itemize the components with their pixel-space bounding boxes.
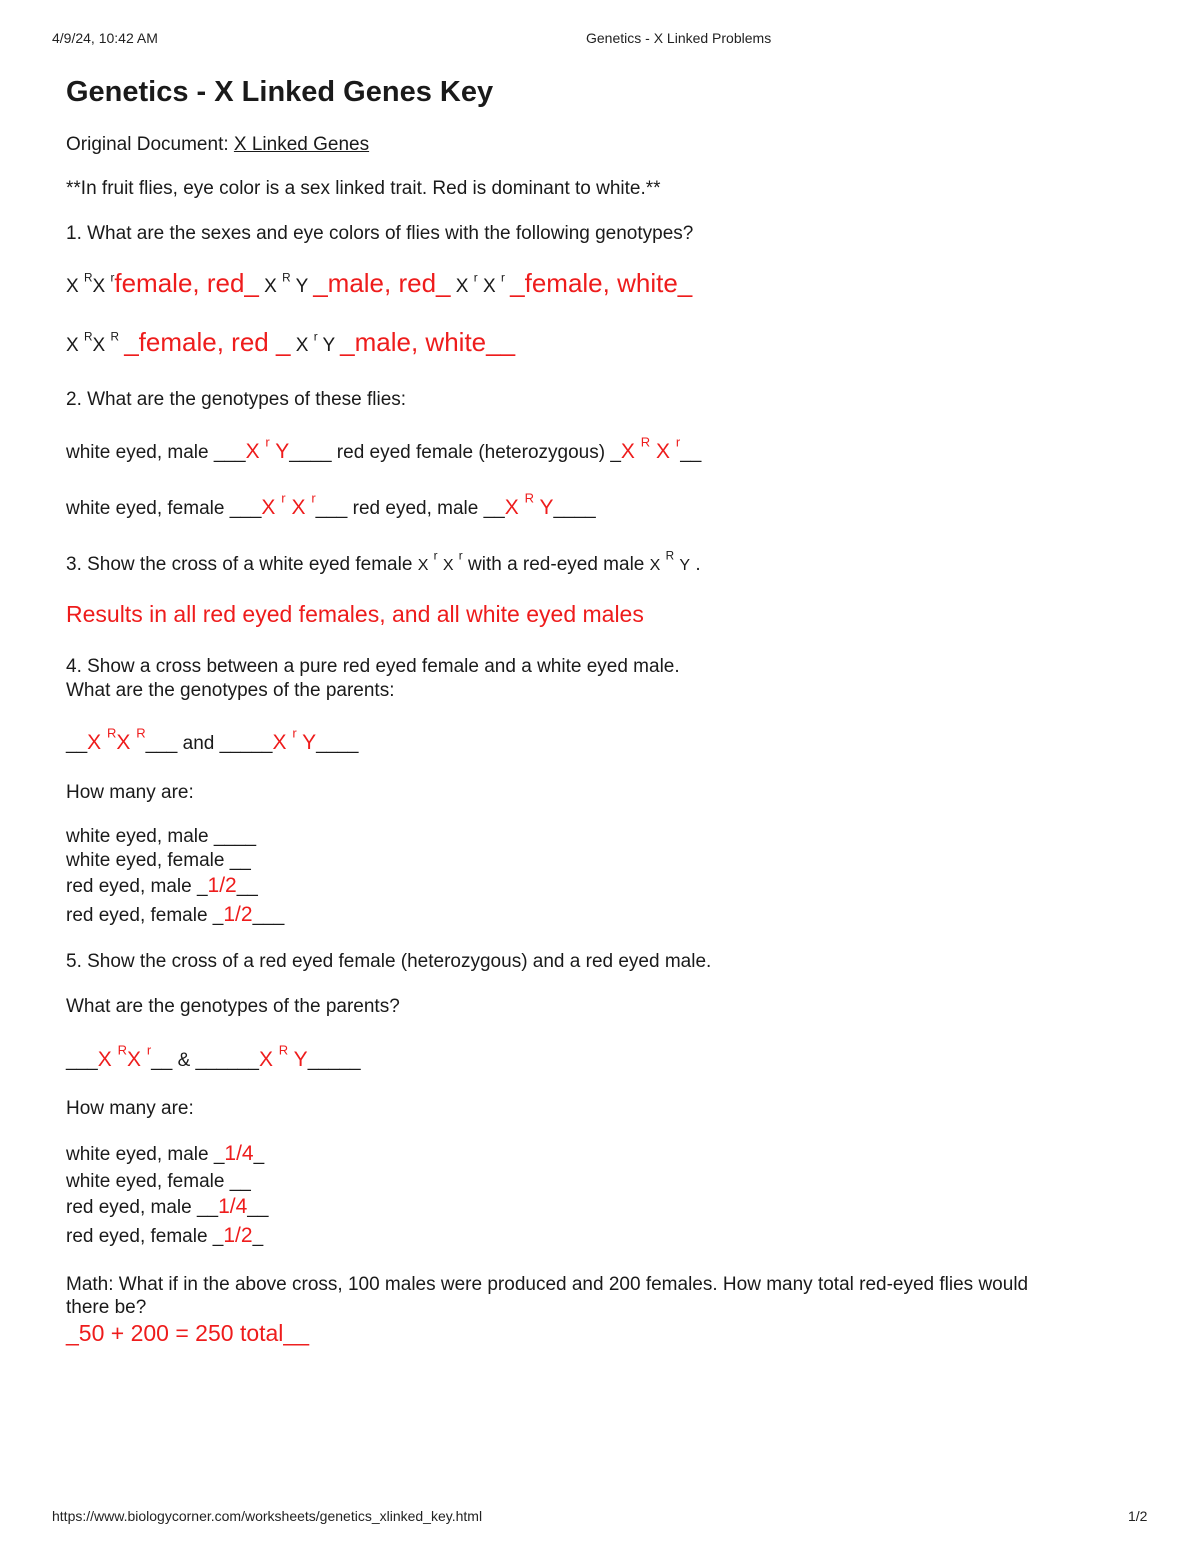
q2-answer-2: X $^R$ X $^r$: [620, 434, 681, 463]
q5-count-2: white eyed, female __: [66, 1171, 251, 1192]
math-question-line-1: Math: What if in the above cross, 100 males were produced and 200 females. How many total red-eyed flies would: [66, 1274, 1029, 1295]
original-document-line: [66, 134, 369, 156]
q4-count-3: red eyed, male _1/2__: [66, 874, 258, 897]
q1-answer-4: _female, red _: [124, 327, 291, 357]
q5-parents: ___X $^R$X $^r$__ & ______X $^R$ Y_____: [66, 1042, 361, 1071]
q1-answer-5: _male, white__: [340, 327, 516, 357]
question-5-parents: What are the genotypes of the parents?: [66, 996, 400, 1017]
q4-count-4-value: 1/2: [223, 903, 253, 926]
question-4-line-2: What are the genotypes of the parents:: [66, 680, 395, 701]
print-page-title: Genetics - X Linked Problems: [586, 30, 772, 46]
print-url: https://www.biologycorner.com/worksheets/genetics_xlinked_key.html: [52, 1508, 483, 1524]
q2-line-2: white eyed, female ___X $^r$ X $^r$___ red eyed, male __X $^R$ Y____: [66, 490, 596, 519]
q4-count-4: red eyed, female _1/2___: [66, 903, 285, 926]
question-1: 1. What are the sexes and eye colors of flies with the following genotypes?: [66, 223, 694, 244]
q1-answer-1: female, red_: [114, 268, 259, 298]
question-4-line-1: 4. Show a cross between a pure red eyed female and a white eyed male.: [66, 656, 680, 677]
q4-parents: __X $^R$X $^R$___ and _____X $^r$ Y____: [66, 725, 359, 754]
q1-row-2: X $^R$X $^R$ _female, red _ X $^r$ Y _male, white__: [66, 327, 516, 357]
document-title: Genetics - X Linked Genes Key: [66, 76, 494, 108]
intro-text: **In fruit flies, eye color is a sex linked trait. Red is dominant to white.**: [66, 178, 661, 199]
q3-answer: Results in all red eyed females, and all white eyed males: [66, 601, 644, 627]
original-document-link[interactable]: X Linked Genes: [233, 134, 370, 155]
q5-count-4-value: 1/2: [223, 1224, 253, 1247]
q2-line-1: white eyed, male ___X $^r$ Y____ red eyed female (heterozygous) _X $^R$ X $^r$__: [66, 434, 702, 463]
q4-parent-female: X $^R$X $^R$: [87, 725, 146, 754]
q4-count-2: white eyed, female __: [66, 850, 251, 871]
q1-answer-2: _male, red_: [313, 268, 451, 298]
math-question-line-2: there be?: [66, 1297, 147, 1318]
q5-count-1-value: 1/4: [224, 1142, 254, 1165]
q2-answer-3: X $^r$ X $^r$: [261, 490, 316, 519]
q5-parent-female: X $^R$X $^r$: [97, 1042, 152, 1071]
q5-count-4: red eyed, female _1/2_: [66, 1224, 264, 1247]
how-many-label-1: How many are:: [66, 782, 194, 803]
q4-count-1: white eyed, male ____: [66, 826, 257, 847]
question-5: 5. Show the cross of a red eyed female (heterozygous) and a red eyed male.: [66, 951, 712, 972]
q5-count-1: white eyed, male _1/4_: [66, 1142, 265, 1165]
q1-row-1: X $^R$X $^r$female, red_ X $^R$ Y _male, red_ X $^r$ X $^r$ _female, white_: [66, 268, 693, 298]
question-3: 3. Show the cross of a white eyed female X $^r$ X $^r$ with a red-eyed male X $^R$ Y .: [66, 549, 701, 575]
print-datetime: 4/9/24, 10:42 AM: [52, 30, 158, 46]
how-many-label-2: How many are:: [66, 1098, 194, 1119]
original-label: Original Document:: [66, 134, 234, 155]
q5-count-3-value: 1/4: [218, 1195, 248, 1218]
q5-parent-male: X $^R$ Y: [258, 1042, 308, 1071]
q4-count-3-value: 1/2: [207, 874, 237, 897]
q2-answer-4: X $^R$ Y: [504, 490, 554, 519]
q1-answer-3: _female, white_: [510, 268, 693, 298]
q2-answer-1: X $^r$ Y: [245, 434, 290, 463]
q5-count-3: red eyed, male __1/4__: [66, 1195, 269, 1218]
math-answer: _50 + 200 = 250 total__: [66, 1320, 309, 1346]
q4-parent-male: X $^r$ Y: [272, 725, 317, 754]
print-page-number: 1/2: [1128, 1508, 1148, 1524]
question-2: 2. What are the genotypes of these flies:: [66, 389, 407, 410]
